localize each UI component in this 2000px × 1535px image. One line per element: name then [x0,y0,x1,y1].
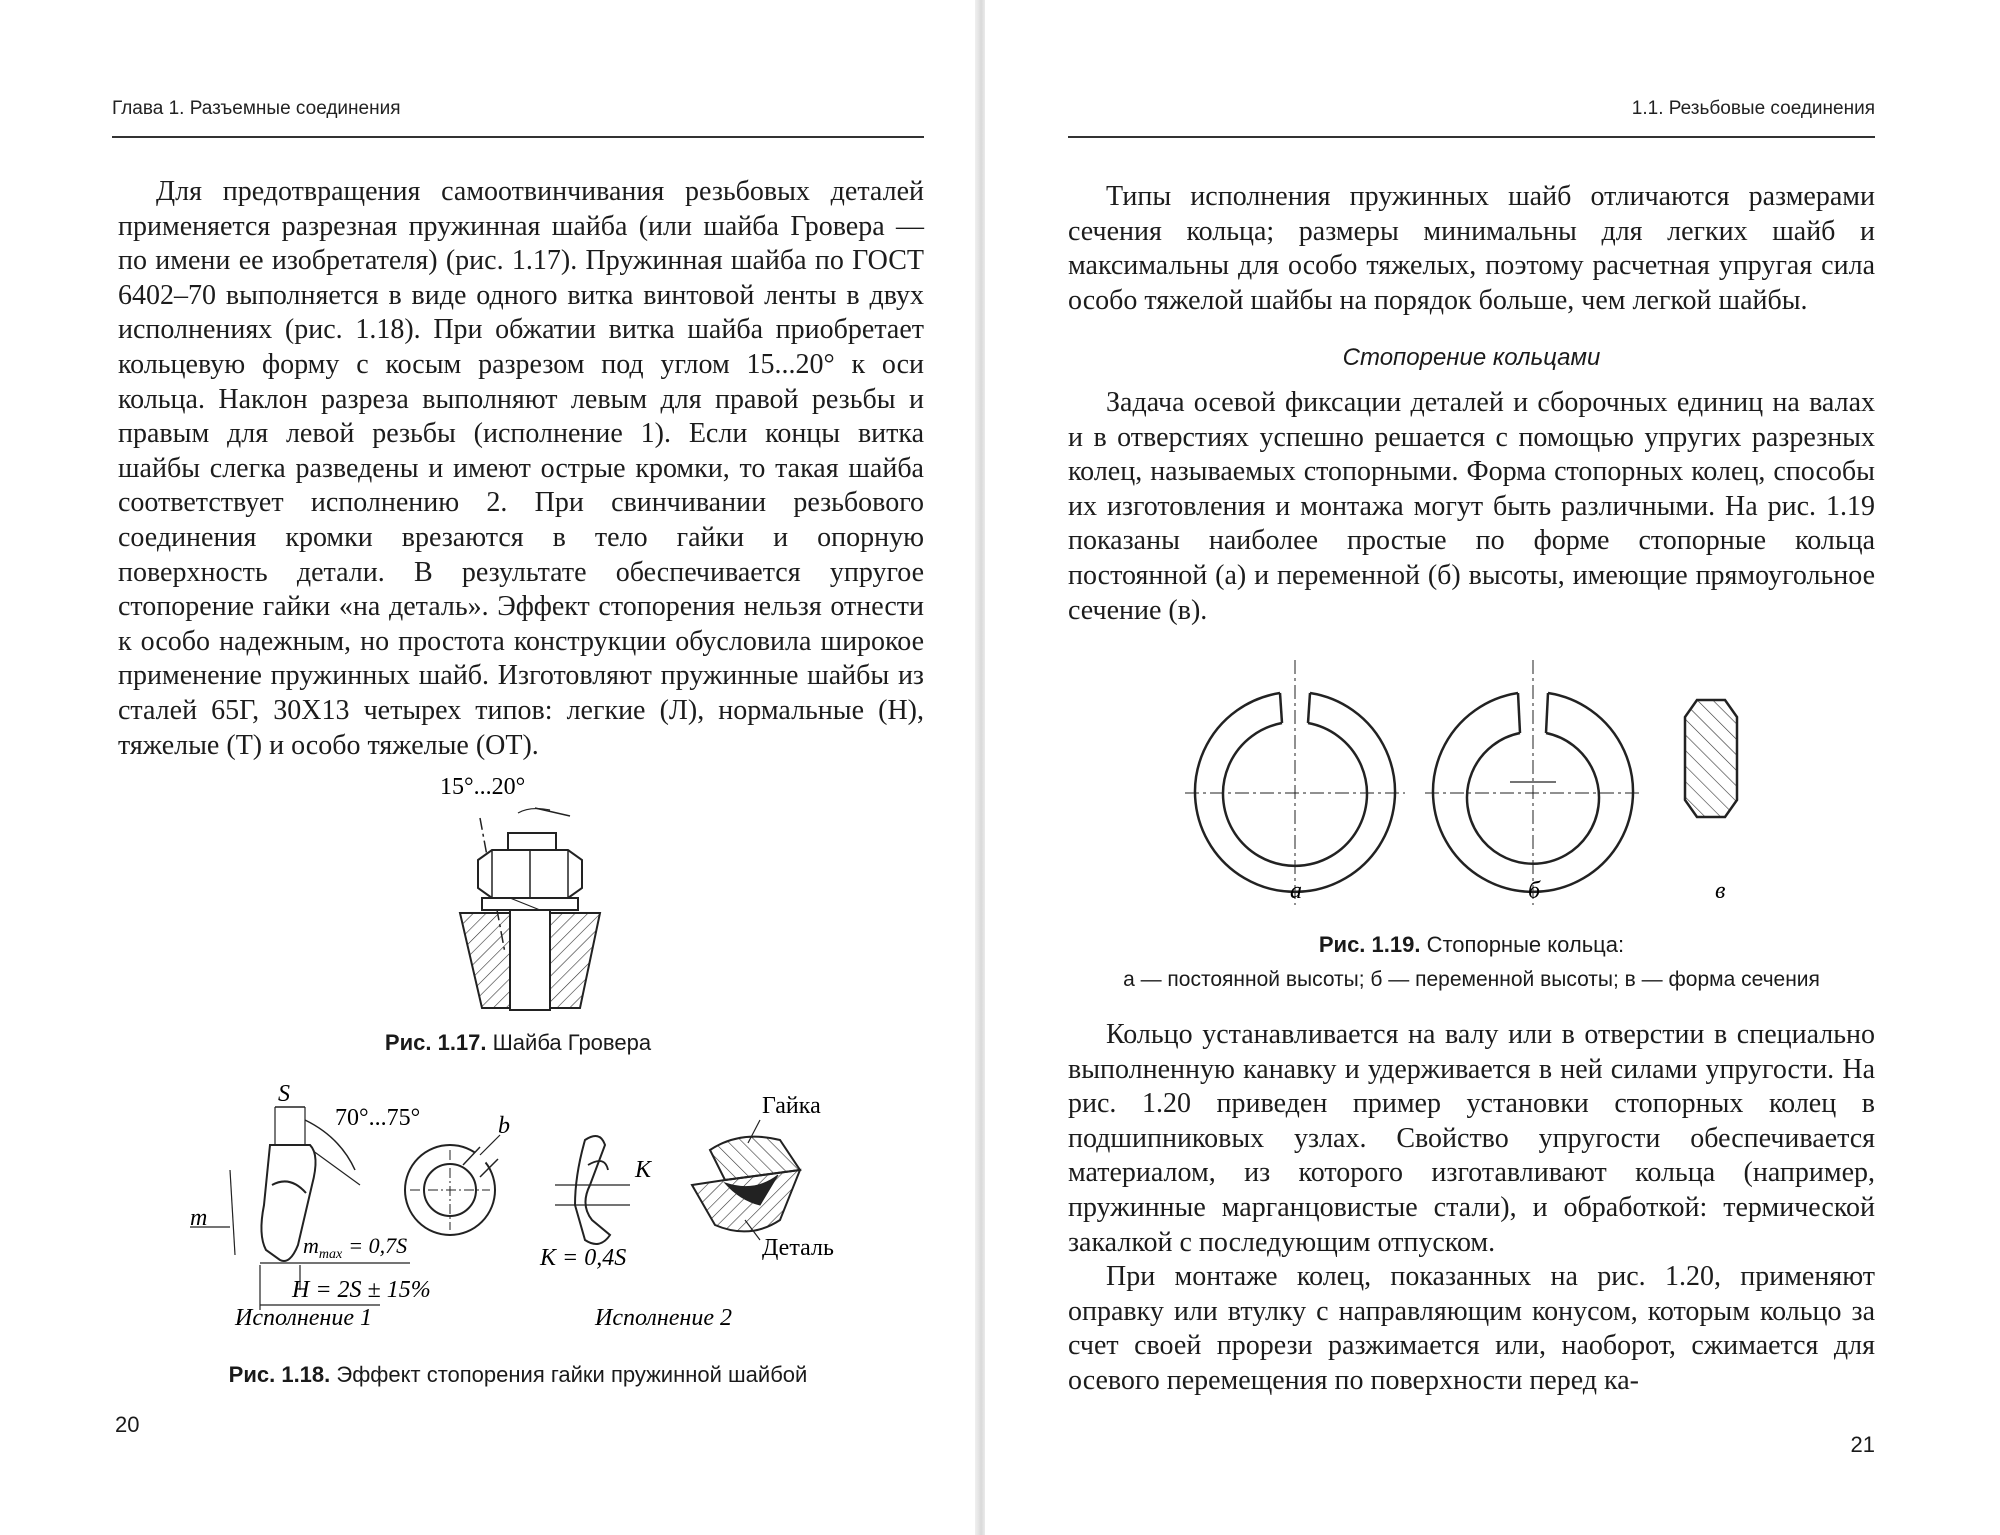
body-text-right-mid [1068,386,1875,628]
figure-1-19-retaining-rings [1185,655,1785,905]
header-rule [1068,136,1875,138]
paragraph: При монтаже колец, показанных на рис. 1.20, применяют оправку или втулку с направляющим конусом, которым кольцо за счет своей прорези разжимается или, наоборот, сжимается для осевого перемещения по поверхности перед ка- [1068,1261,1875,1396]
label-m-max-value: = 0,7S [348,1233,408,1258]
label-K: K [635,1157,652,1183]
page-number-right: 21 [1850,1432,1875,1457]
figure-1-17-grover-washer [440,768,620,1023]
caption-number: Рис. 1.18. [228,1362,331,1387]
variant-2-label: Исполнение 2 [595,1305,732,1331]
caption-number: Рис. 1.19. [1318,932,1421,957]
paragraph: Типы исполнения пружинных шайб отличаются размерами сечения кольца; размеры минимальны для легких шайб и максимальны для особо тяжелых, поэтому расчетная упругая сила особо тяжелой шайбы на порядок больше, чем легкой шайбы. [1068,181,1875,316]
paragraph: Для предотвращения самоотвинчивания резьбовых деталей применяется разрезная пружинная шайба (или шайба Гровера — по имени ее изобретателя) (рис. 1.17). Пружинная шайба по ГОСТ 6402–70 выполняется в виде одного витка винтовой ленты в двух исполнениях (рис. 1.18). При обжатии витка шайба приобретает кольцевую форму с косым разрезом под углом 15...20° к оси кольца. Наклон разреза выполняют левым для правой резьбы и правым для левой резьбы (исполнение 1). Если концы витка шайбы слегка разведены и имеют острые кромки, то такая шайба соответствует исполнению 2. При свинчивании резьбового соединения кромки врезаются в тело гайки и опорную поверхность детали. В результате обеспечивается упругое стопорение гайки «на деталь». Эффект стопорения нельзя отнести к особо надежным, но простота конструкции обусловила широкое применение пружинных шайб. Изготовляют пружинные шайбы из сталей 65Г, 30Х13 четырех типов: легкие (Л), нормальные (Н), тяжелые (Т) и особо тяжелые (ОТ). [118,176,924,761]
label-K-value: K = 0,4S [540,1245,627,1271]
caption-text: Стопорные кольца: [1426,932,1625,957]
label-S: S [278,1081,290,1107]
figure-1-19-labels [1265,872,1735,908]
body-text-left [118,175,924,763]
label-m-max-sub: max [318,1247,343,1262]
running-head-left: Глава 1. Разъемные соединения [112,98,401,119]
label-v: в [1715,878,1726,904]
label-nut: Гайка [762,1093,821,1119]
right-page [985,0,2000,1535]
body-text-right-top [1068,180,1875,318]
label-a: а [1290,878,1302,904]
label-m-max: m [303,1233,319,1258]
figure-1-17-caption [112,1030,924,1056]
label-H: H = 2S ± 15% [292,1277,431,1303]
paragraph: Задача осевой фиксации деталей и сборочных единиц на валах и в отверстиях успешно решается с помощью упругих разрезных колец, называемых стопорными. Форма стопорных колец, способы их изготовления и монтажа могут быть различными. На рис. 1.19 показаны наиболее простые по форме стопорные кольца постоянной (а) и переменной (б) высоты, имеющие прямоугольное сечение (в). [1068,387,1875,626]
angle-label: 15°...20° [440,774,526,800]
label-m: m [190,1205,208,1231]
left-page [0,0,975,1535]
caption-number: Рис. 1.17. [384,1030,487,1055]
figure-1-19-caption [1068,932,1875,958]
label-angle: 70°...75° [335,1105,421,1131]
body-text-right-bottom [1068,1018,1875,1399]
label-b: b [498,1113,510,1139]
caption-text: Эффект стопорения гайки пружинной шайбой [336,1362,808,1387]
page-number-left: 20 [115,1412,140,1437]
label-part: Деталь [762,1235,834,1261]
paragraph: Кольцо устанавливается на валу или в отверстии в специально выполненную канавку и удерживается в ней силами упругости. На рис. 1.20 приведен пример установки стопорных колец в подшипниковых узлах. Свойство упругости обеспечивается материалом, из которого изготавливают кольца (например, пружинные марганцовистые стали), и обработкой: термической закалкой с последующим отпуском. [1068,1019,1875,1258]
figure-1-18-caption [112,1362,924,1388]
header-rule [112,136,924,138]
figure-1-18-locking-effect [180,1075,880,1335]
svg-text:mmax= 0,7S [303,1233,407,1262]
figure-1-19-caption-legend: а — постоянной высоты; б — переменной высоты; в — форма сечения [1123,968,1820,991]
label-b: б [1528,878,1541,904]
subheading: Стопорение кольцами [1342,344,1601,371]
running-head-right: 1.1. Резьбовые соединения [1631,98,1875,119]
variant-1-label: Исполнение 1 [235,1305,372,1331]
caption-text: Шайба Гровера [492,1030,652,1055]
